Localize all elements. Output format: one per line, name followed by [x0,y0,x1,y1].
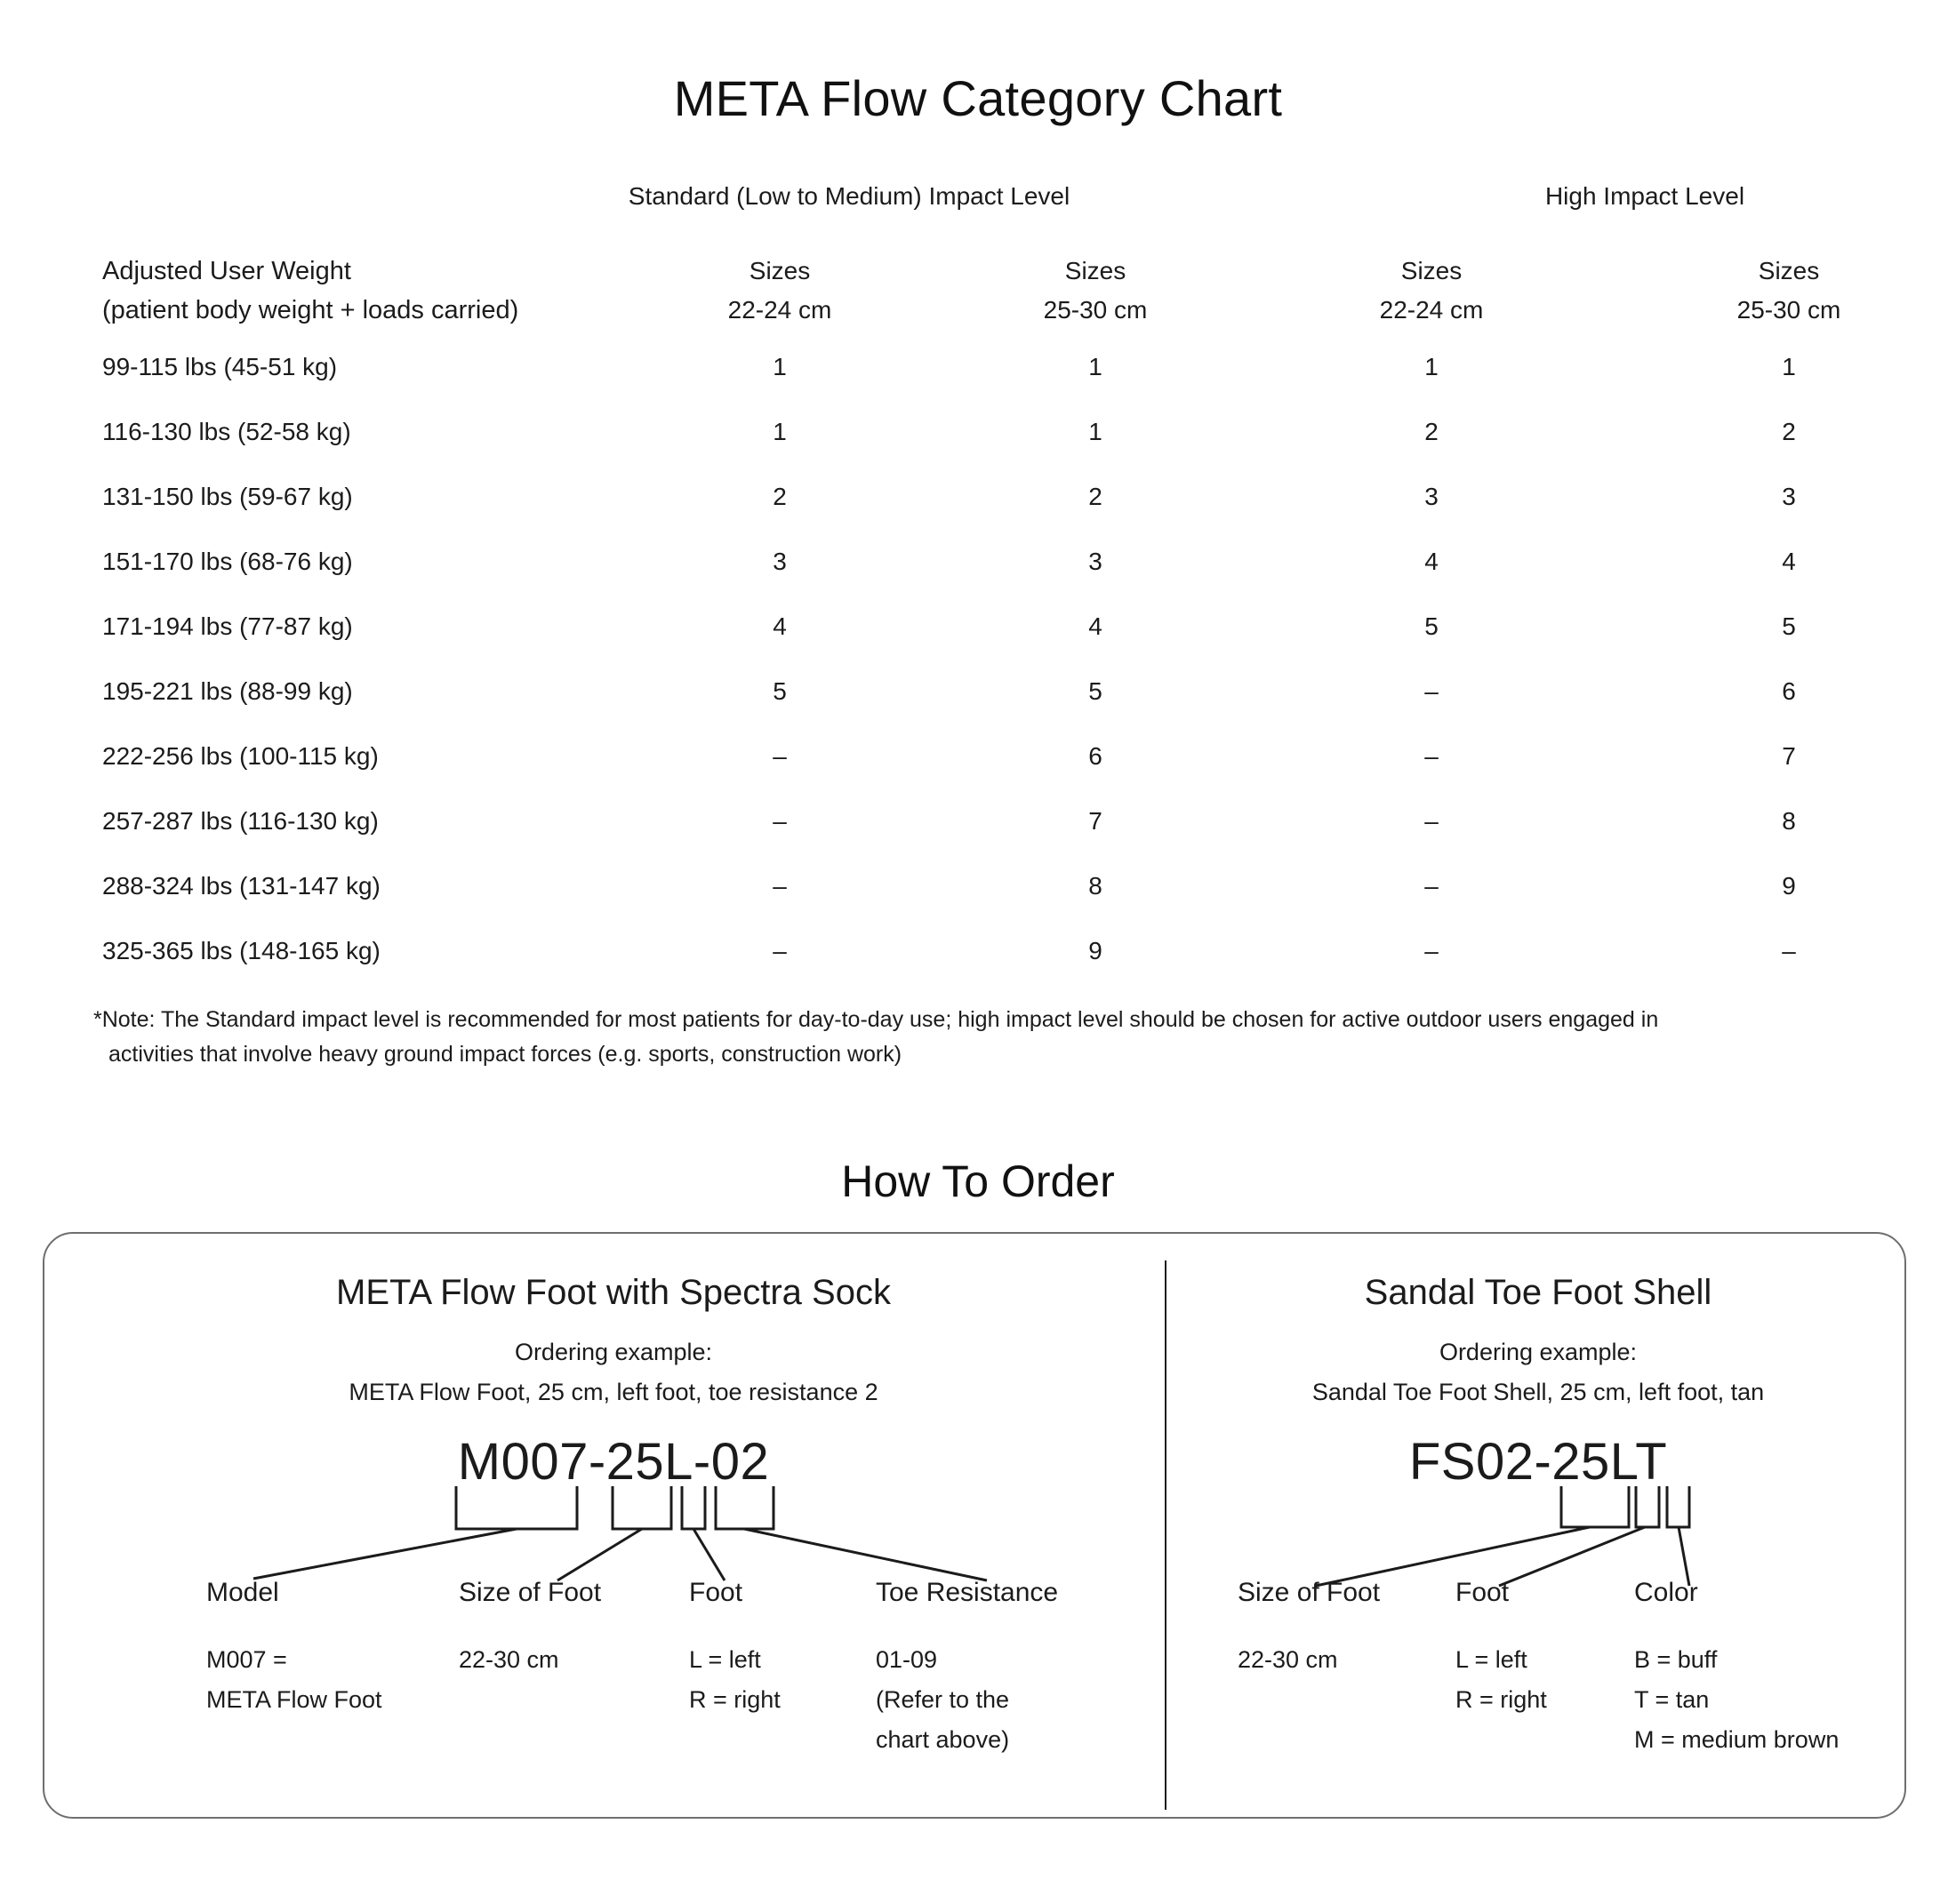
table-cell: – [1424,937,1439,964]
size-header-range: 22-24 cm [1379,296,1484,324]
table-cell: 1 [1088,353,1102,380]
size-column-header-1 [962,252,1229,330]
table-cell: 2 [1424,418,1439,445]
segment-body-line: META Flow Foot [206,1686,382,1713]
table-note-line2: activities that involve heavy ground impact forces (e.g. sports, construction work) [108,1042,902,1067]
segment-heading: Size of Foot [1238,1578,1381,1607]
table-cell: 1 [1088,418,1102,445]
size-header-range: 25-30 cm [1736,296,1841,324]
segment-body-line: (Refer to the [876,1686,1010,1713]
table-cell: 4 [1782,548,1796,575]
segment-body [206,1640,382,1720]
table-cell: 4 [1088,612,1102,640]
table-cell: 7 [1088,807,1102,835]
right-panel-example-text: Sandal Toe Foot Shell, 25 cm, left foot, tan [1311,1379,1765,1405]
table-cell: 3 [1782,483,1796,510]
table-cell: 5 [1088,677,1102,705]
segment-body [1455,1640,1547,1720]
table-cell: 3 [773,548,787,575]
table-cell: – [1424,677,1439,705]
segment-body-line: M = medium brown [1634,1726,1840,1753]
segment-body-line: B = buff [1634,1646,1718,1673]
segment-body [1634,1640,1839,1760]
table-row-label: 151-170 lbs (68-76 kg) [102,548,353,575]
table-row-label: 131-150 lbs (59-67 kg) [102,483,353,510]
table-cell: 1 [1424,353,1439,380]
segment-body-line: L = left [689,1646,761,1673]
segment-body-line: chart above) [876,1726,1010,1753]
group-header-high: High Impact Level [1544,182,1745,210]
table-row-label: 288-324 lbs (131-147 kg) [102,872,381,900]
table-note [93,1003,1889,1072]
table-cell: 8 [1782,807,1796,835]
segment-body-line: L = left [1455,1646,1527,1673]
size-column-header-2 [1298,252,1565,330]
table-row-label: 222-256 lbs (100-115 kg) [102,742,379,770]
table-cell: 1 [773,353,787,380]
segment-body-line: R = right [689,1686,781,1713]
segment-heading: Foot [689,1578,743,1607]
segment-body-line: 01-09 [876,1646,938,1673]
size-header-range: 25-30 cm [1043,296,1148,324]
size-header-label: Sizes [1758,257,1820,284]
weight-column-header-line2: (patient body weight + loads carried) [102,296,519,324]
segment-body [876,1640,1009,1760]
table-row-label: 99-115 lbs (45-51 kg) [102,353,338,380]
panel-divider [1165,1260,1166,1810]
size-header-range: 22-24 cm [727,296,832,324]
right-panel-title: Sandal Toe Foot Shell [1364,1273,1712,1312]
table-cell: 3 [1424,483,1439,510]
table-cell: 7 [1782,742,1796,770]
segment-heading: Model [206,1578,279,1607]
table-cell: 5 [1782,612,1796,640]
table-row-label: 116-130 lbs (52-58 kg) [102,418,351,445]
segment-heading: Foot [1455,1578,1510,1607]
table-cell: 4 [773,612,787,640]
table-cell: 3 [1088,548,1102,575]
table-row-label: 171-194 lbs (77-87 kg) [102,612,353,640]
segment-heading: Toe Resistance [876,1578,1059,1607]
segment-body-line: M007 = [206,1646,287,1673]
right-panel-part-number: FS02-25LT [1408,1433,1668,1491]
table-cell: 9 [1782,872,1796,900]
size-header-label: Sizes [1064,257,1126,284]
table-row-label: 325-365 lbs (148-165 kg) [102,937,381,964]
segment-heading: Size of Foot [459,1578,602,1607]
table-row-label: 257-287 lbs (116-130 kg) [102,807,379,835]
table-cell: – [1424,872,1439,900]
table-cell: – [1424,742,1439,770]
table-cell: 1 [773,418,787,445]
table-note-line1: *Note: The Standard impact level is recommended for most patients for day-to-day use; high impact level should be chosen for active outdoor users engaged in [93,1007,1659,1032]
table-cell: 2 [1088,483,1102,510]
table-cell: 8 [1088,872,1102,900]
table-cell: 6 [1782,677,1796,705]
table-cell: – [773,937,787,964]
group-header-standard: Standard (Low to Medium) Impact Level [628,182,1070,210]
segment-body-line: T = tan [1634,1686,1710,1713]
left-panel-part-number: M007-25L-02 [457,1433,770,1491]
table-cell: – [773,872,787,900]
size-column-header-0 [646,252,913,330]
size-header-label: Sizes [749,257,811,284]
page-title: META Flow Category Chart [673,70,1283,126]
table-cell: 2 [1782,418,1796,445]
segment-heading: Color [1634,1578,1698,1607]
table-cell: – [1782,937,1796,964]
segment-body-line: R = right [1455,1686,1547,1713]
segment-body-line: 22-30 cm [459,1646,559,1673]
size-header-label: Sizes [1400,257,1463,284]
size-column-header-3 [1655,252,1922,330]
table-cell: 9 [1088,937,1102,964]
table-cell: – [773,807,787,835]
segment-body [689,1640,781,1720]
table-cell: – [773,742,787,770]
left-panel-example-text: META Flow Foot, 25 cm, left foot, toe resistance 2 [349,1379,878,1405]
table-cell: 5 [1424,612,1439,640]
table-cell: 5 [773,677,787,705]
table-cell: 2 [773,483,787,510]
weight-column-header-line1: Adjusted User Weight [102,257,351,285]
right-panel-example-label: Ordering example: [1439,1339,1638,1365]
how-to-order-title: How To Order [841,1156,1115,1206]
table-cell: – [1424,807,1439,835]
table-cell: 6 [1088,742,1102,770]
left-panel-title: META Flow Foot with Spectra Sock [336,1273,891,1312]
segment-body-line: 22-30 cm [1238,1646,1338,1673]
left-panel-example-label: Ordering example: [514,1339,713,1365]
table-cell: 4 [1424,548,1439,575]
weight-column-header [102,252,518,330]
table-cell: 1 [1782,353,1796,380]
segment-body [1238,1640,1338,1680]
segment-body [459,1640,559,1680]
table-row-label: 195-221 lbs (88-99 kg) [102,677,353,705]
